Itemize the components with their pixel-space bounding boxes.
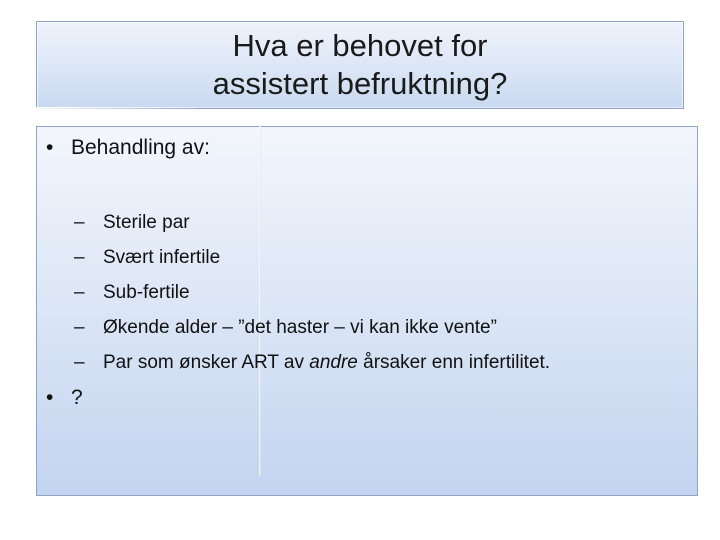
sub-dash-1: – <box>74 212 85 233</box>
sub-item-4: Økende alder – ”det haster – vi kan ikke vente” <box>103 317 497 338</box>
bullet-behandling: Behandling av: <box>71 136 210 159</box>
slide-title-line-1: Hva er behovet for <box>232 28 488 63</box>
bullet-dot-1: • <box>46 136 54 159</box>
bullet-question: ? <box>71 386 83 409</box>
sub-dash-5: – <box>74 352 85 373</box>
sub-dash-2: – <box>74 247 85 268</box>
title-placeholder <box>36 21 684 109</box>
slide-title-line-2: assistert befruktning? <box>212 66 508 101</box>
column-divider <box>259 126 261 476</box>
sub-item-2: Svært infertile <box>103 247 221 268</box>
sub-dash-3: – <box>74 282 85 303</box>
content-placeholder <box>36 126 698 496</box>
bullet-dot-2: • <box>46 386 54 409</box>
sub-item-3: Sub-fertile <box>103 282 190 303</box>
title-highlight <box>36 107 196 110</box>
slide-title <box>213 27 508 103</box>
sub-item-1: Sterile par <box>103 212 190 233</box>
sub-item-5-emphasis: andre <box>309 352 358 373</box>
sub-dash-4: – <box>74 317 85 338</box>
sub-item-5: Par som ønsker ART av andre årsaker enn infertilitet. <box>103 352 551 373</box>
